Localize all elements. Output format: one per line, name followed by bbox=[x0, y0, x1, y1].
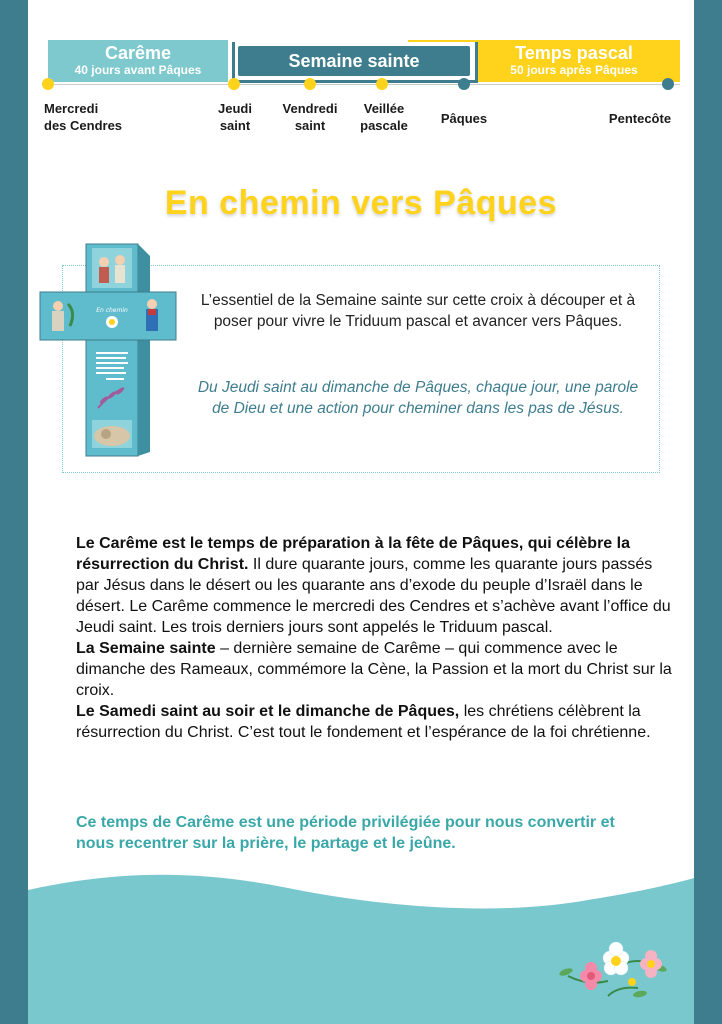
dot-vendredi-saint bbox=[304, 78, 316, 90]
intro-text: L’essentiel de la Semaine sainte sur cette croix à découper et à poser pour vivre le Triduum pascal et avancer vers Pâques. bbox=[200, 292, 636, 330]
dot-pentecote bbox=[662, 78, 674, 90]
page-title: En chemin vers Pâques bbox=[164, 184, 558, 222]
paragraph-careme-text: Il dure quarante jours, comme les quarante jours passés par Jésus dans le désert ou les quarante ans d’exode du peuple d’Israël dans le désert. Le Carême commence le mercredi des Cendres et s’achève avant l’office du Jeudi saint. Les trois derniers jours sont appelés le Triduum pascal. bbox=[76, 556, 671, 636]
page bbox=[28, 0, 694, 1024]
label-jeudi-saint: Jeudi saint bbox=[218, 101, 252, 133]
label-pentecote: Pentecôte bbox=[608, 111, 672, 126]
temps-pascal-title: Temps pascal bbox=[515, 43, 633, 63]
paragraph-careme-bold: Le Carême est le temps de préparation à la fête de Pâques, qui célèbre la résurrection du Christ. bbox=[76, 535, 630, 573]
label-mercredi-cendres: Mercredi des Cendres bbox=[44, 101, 123, 133]
paragraph-careme bbox=[76, 533, 676, 638]
paragraph-samedi-saint-text: les chrétiens célèbrent la résurrection du Christ. C’est tout le fondement et l’espérance de la foi chrétienne. bbox=[76, 703, 651, 741]
dot-paques bbox=[458, 78, 470, 90]
paragraph-semaine-sainte-bold: La Semaine sainte bbox=[76, 640, 216, 657]
flowers-decoration bbox=[548, 936, 688, 1020]
closing-text: Ce temps de Carême est une période privilégiée pour nous convertir et nous recentrer sur la prière, le partage et le jeûne. bbox=[76, 814, 615, 852]
body-text bbox=[76, 533, 676, 743]
timeline-line bbox=[48, 84, 680, 85]
dot-mercredi-cendres bbox=[42, 78, 54, 90]
temps-pascal-subtitle: 50 jours après Pâques bbox=[510, 63, 638, 77]
paper-cross-illustration bbox=[34, 240, 184, 465]
paragraph-samedi-saint-bold: Le Samedi saint au soir et le dimanche de Pâques, bbox=[76, 703, 460, 720]
dot-veillee-pascale bbox=[376, 78, 388, 90]
careme-band bbox=[48, 40, 228, 82]
paragraph-samedi-saint bbox=[76, 701, 676, 743]
paragraph-semaine-sainte-text: – dernière semaine de Carême – qui commence avec le dimanche des Rameaux, commémore la Cène, la Passion et la mort du Christ sur la croix. bbox=[76, 640, 672, 699]
dot-jeudi-saint bbox=[228, 78, 240, 90]
careme-subtitle: 40 jours avant Pâques bbox=[74, 63, 202, 77]
intro-italic-text: Du Jeudi saint au dimanche de Pâques, chaque jour, une parole de Dieu et une action pour cheminer dans les pas de Jésus. bbox=[197, 379, 639, 417]
label-paques: Pâques bbox=[440, 111, 488, 126]
semaine-sainte-title: Semaine sainte bbox=[238, 46, 470, 76]
label-veillee-pascale: Veillée pascale bbox=[360, 101, 408, 133]
careme-title: Carême bbox=[104, 43, 172, 63]
paragraph-semaine-sainte bbox=[76, 638, 676, 701]
cross-banner-text: En chemin bbox=[96, 307, 128, 314]
label-vendredi-saint: Vendredi saint bbox=[282, 101, 338, 133]
